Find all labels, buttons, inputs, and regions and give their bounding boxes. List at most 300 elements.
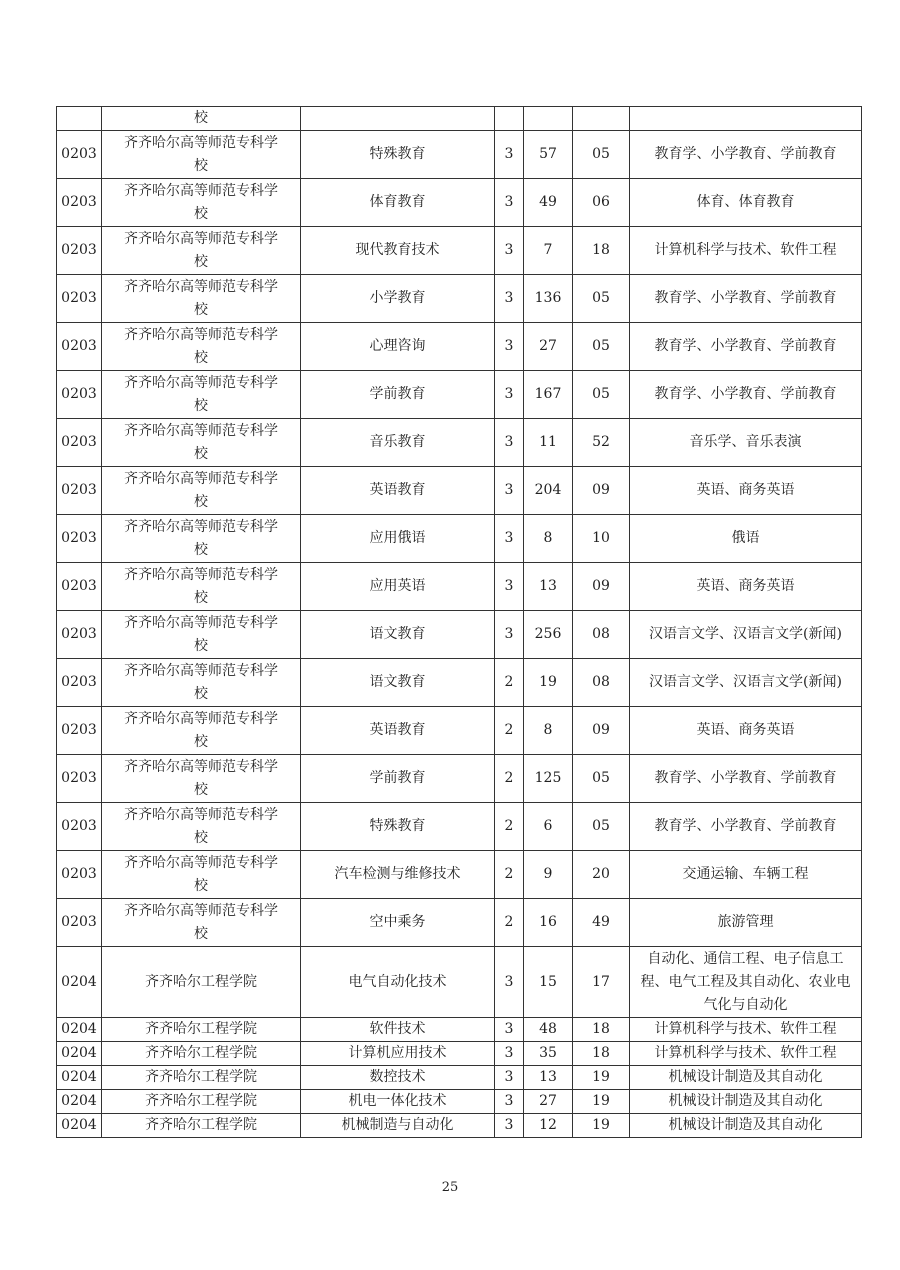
cell-category xyxy=(573,851,630,899)
cell-code-text: 0203 xyxy=(61,386,97,402)
cell-years xyxy=(495,947,524,1018)
cell-school xyxy=(102,1042,301,1066)
cell-years xyxy=(495,899,524,947)
cell-major-text: 电气自动化技术 xyxy=(348,973,447,990)
cell-school xyxy=(102,851,301,899)
cell-school-text: 齐齐哈尔高等师范专科学校 xyxy=(124,566,278,606)
cell-count-text: 15 xyxy=(539,973,557,990)
cell-code xyxy=(57,563,102,611)
cell-count-text: 204 xyxy=(534,482,562,498)
cell-count-text: 13 xyxy=(539,578,557,594)
cell-category xyxy=(573,323,630,371)
cell-school xyxy=(102,611,301,659)
cell-code xyxy=(57,179,102,227)
cell-major xyxy=(301,1042,495,1066)
cell-school-text: 齐齐哈尔高等师范专科学校 xyxy=(124,422,278,462)
cell-count xyxy=(524,947,573,1018)
cell-years xyxy=(495,275,524,323)
cell-count-text: 27 xyxy=(539,338,557,354)
cell-category-text: 08 xyxy=(592,626,610,642)
cell-school xyxy=(102,371,301,419)
cell-count xyxy=(524,899,573,947)
cell-years xyxy=(495,227,524,275)
cell-count-text: 125 xyxy=(534,770,562,786)
cell-category xyxy=(573,947,630,1018)
cell-major xyxy=(301,851,495,899)
cell-major-text: 语文教育 xyxy=(369,626,426,642)
cell-school-text: 齐齐哈尔工程学院 xyxy=(145,1045,257,1061)
table-row xyxy=(57,419,862,467)
cell-category xyxy=(573,371,630,419)
cell-school xyxy=(102,1090,301,1114)
cell-major xyxy=(301,275,495,323)
cell-code-text: 0203 xyxy=(61,338,97,354)
cell-major xyxy=(301,419,495,467)
cell-code xyxy=(57,107,102,131)
cell-spec xyxy=(630,707,862,755)
cell-code xyxy=(57,467,102,515)
cell-years-text: 2 xyxy=(504,866,514,882)
cell-count-text: 12 xyxy=(539,1117,557,1133)
cell-code xyxy=(57,1114,102,1138)
cell-school-text: 齐齐哈尔高等师范专科学校 xyxy=(124,134,278,174)
cell-major-text: 机械制造与自动化 xyxy=(341,1117,454,1133)
cell-spec-text: 教育学、小学教育、学前教育 xyxy=(654,290,837,306)
table-row xyxy=(57,755,862,803)
cell-school-text: 齐齐哈尔高等师范专科学校 xyxy=(124,662,278,702)
cell-school-text: 齐齐哈尔工程学院 xyxy=(145,1093,257,1109)
cell-code-text: 0203 xyxy=(61,194,97,210)
cell-spec xyxy=(630,419,862,467)
cell-count xyxy=(524,419,573,467)
table-row xyxy=(57,563,862,611)
cell-category xyxy=(573,899,630,947)
cell-code-text: 0203 xyxy=(61,674,97,690)
cell-spec-text: 音乐学、音乐表演 xyxy=(689,434,802,450)
cell-spec xyxy=(630,803,862,851)
cell-years xyxy=(495,107,524,131)
table-body xyxy=(57,107,862,1138)
cell-years xyxy=(495,1042,524,1066)
cell-count xyxy=(524,323,573,371)
cell-category-text: 09 xyxy=(592,578,610,594)
cell-major xyxy=(301,755,495,803)
table-row xyxy=(57,1018,862,1042)
cell-spec-text: 英语、商务英语 xyxy=(696,482,795,498)
cell-spec-text: 机械设计制造及其自动化 xyxy=(668,1117,823,1133)
table-row xyxy=(57,659,862,707)
cell-category-text: 05 xyxy=(592,338,610,354)
cell-code-text: 0204 xyxy=(61,1117,97,1133)
cell-category-text: 18 xyxy=(592,1021,610,1037)
cell-spec xyxy=(630,899,862,947)
cell-category xyxy=(573,275,630,323)
cell-major xyxy=(301,107,495,131)
cell-major-text: 学前教育 xyxy=(369,770,426,786)
cell-school-text: 齐齐哈尔高等师范专科学校 xyxy=(124,518,278,558)
cell-years xyxy=(495,1090,524,1114)
cell-major-text: 数控技术 xyxy=(369,1069,426,1085)
cell-major xyxy=(301,899,495,947)
table-row xyxy=(57,323,862,371)
cell-category xyxy=(573,131,630,179)
cell-major xyxy=(301,323,495,371)
cell-category xyxy=(573,419,630,467)
cell-count xyxy=(524,1090,573,1114)
cell-count-text: 167 xyxy=(534,386,562,402)
cell-spec xyxy=(630,1042,862,1066)
table-row xyxy=(57,467,862,515)
cell-school xyxy=(102,947,301,1018)
table-row xyxy=(57,1114,862,1138)
cell-count xyxy=(524,803,573,851)
cell-major xyxy=(301,563,495,611)
cell-count-text: 6 xyxy=(543,818,553,834)
cell-spec-text: 计算机科学与技术、软件工程 xyxy=(654,1021,837,1037)
cell-years-text: 3 xyxy=(504,290,514,306)
cell-spec-text: 自动化、通信工程、电子信息工程、电气工程及其自动化、农业电气化与自动化 xyxy=(640,950,851,1013)
cell-code-text: 0203 xyxy=(61,146,97,162)
cell-spec-text: 教育学、小学教育、学前教育 xyxy=(654,386,837,402)
cell-spec-text: 教育学、小学教育、学前教育 xyxy=(654,338,837,354)
cell-school xyxy=(102,755,301,803)
cell-school-text: 齐齐哈尔高等师范专科学校 xyxy=(124,374,278,414)
cell-category-text: 05 xyxy=(592,770,610,786)
cell-count xyxy=(524,611,573,659)
cell-major xyxy=(301,659,495,707)
cell-category-text: 06 xyxy=(592,194,610,210)
cell-school xyxy=(102,515,301,563)
cell-years-text: 2 xyxy=(504,770,514,786)
cell-count xyxy=(524,851,573,899)
cell-spec xyxy=(630,179,862,227)
cell-code-text: 0203 xyxy=(61,578,97,594)
cell-count-text: 19 xyxy=(539,674,557,690)
cell-count xyxy=(524,131,573,179)
cell-category xyxy=(573,1114,630,1138)
cell-spec xyxy=(630,755,862,803)
cell-school-text: 齐齐哈尔高等师范专科学校 xyxy=(124,278,278,318)
cell-code xyxy=(57,1042,102,1066)
cell-years xyxy=(495,659,524,707)
cell-school-text: 齐齐哈尔高等师范专科学校 xyxy=(124,230,278,270)
cell-code-text: 0203 xyxy=(61,530,97,546)
table-row xyxy=(57,515,862,563)
cell-years xyxy=(495,611,524,659)
table-row xyxy=(57,179,862,227)
cell-major xyxy=(301,371,495,419)
cell-category-text: 09 xyxy=(592,482,610,498)
cell-spec xyxy=(630,1018,862,1042)
table-row xyxy=(57,611,862,659)
cell-category xyxy=(573,179,630,227)
table-row xyxy=(57,707,862,755)
cell-major xyxy=(301,611,495,659)
cell-spec-text: 教育学、小学教育、学前教育 xyxy=(654,818,837,834)
cell-count-text: 35 xyxy=(539,1045,557,1061)
cell-count xyxy=(524,515,573,563)
cell-count-text: 27 xyxy=(539,1093,557,1109)
cell-years-text: 3 xyxy=(504,1117,514,1133)
cell-count-text: 7 xyxy=(543,242,553,258)
cell-code xyxy=(57,947,102,1018)
cell-category xyxy=(573,1066,630,1090)
cell-years-text: 3 xyxy=(504,482,514,498)
cell-years-text: 3 xyxy=(504,1069,514,1085)
school-fragment: 校 xyxy=(194,110,208,126)
cell-years xyxy=(495,707,524,755)
cell-count-text: 136 xyxy=(534,290,562,306)
cell-spec-text: 交通运输、车辆工程 xyxy=(682,866,809,882)
cell-major xyxy=(301,467,495,515)
cell-category-text: 52 xyxy=(592,434,610,450)
cell-code-text: 0203 xyxy=(61,866,97,882)
cell-category xyxy=(573,1018,630,1042)
cell-category xyxy=(573,467,630,515)
cell-code-text: 0204 xyxy=(61,1045,97,1061)
cell-code xyxy=(57,515,102,563)
cell-school-text: 齐齐哈尔高等师范专科学校 xyxy=(124,710,278,750)
cell-count xyxy=(524,275,573,323)
cell-major-text: 学前教育 xyxy=(369,386,426,402)
cell-spec xyxy=(630,1090,862,1114)
cell-school xyxy=(102,323,301,371)
cell-category xyxy=(573,755,630,803)
cell-years xyxy=(495,515,524,563)
cell-major-text: 音乐教育 xyxy=(369,434,426,450)
cell-category-text: 19 xyxy=(592,1117,610,1133)
cell-category xyxy=(573,1090,630,1114)
cell-code-text: 0204 xyxy=(61,1093,97,1109)
cell-school xyxy=(102,659,301,707)
cell-school-text: 齐齐哈尔高等师范专科学校 xyxy=(124,902,278,942)
cell-major-text: 应用英语 xyxy=(369,578,426,594)
table-row xyxy=(57,227,862,275)
cell-spec-text: 俄语 xyxy=(731,530,760,546)
cell-count-text: 57 xyxy=(539,146,557,162)
cell-code-text: 0203 xyxy=(61,770,97,786)
cell-school xyxy=(102,275,301,323)
cell-spec xyxy=(630,227,862,275)
cell-category xyxy=(573,563,630,611)
cell-code xyxy=(57,755,102,803)
cell-school-text: 齐齐哈尔高等师范专科学校 xyxy=(124,470,278,510)
cell-count xyxy=(524,179,573,227)
cell-years-text: 3 xyxy=(504,1093,514,1109)
cell-code xyxy=(57,371,102,419)
cell-years-text: 3 xyxy=(504,973,514,990)
cell-count xyxy=(524,755,573,803)
cell-spec-text: 教育学、小学教育、学前教育 xyxy=(654,146,837,162)
cell-category xyxy=(573,707,630,755)
cell-category-text: 05 xyxy=(592,290,610,306)
cell-spec xyxy=(630,1114,862,1138)
cell-code-text: 0203 xyxy=(61,722,97,738)
enrollment-table xyxy=(56,106,862,1138)
cell-spec-text: 机械设计制造及其自动化 xyxy=(668,1069,823,1085)
table-row xyxy=(57,803,862,851)
cell-major-text: 应用俄语 xyxy=(369,530,426,546)
cell-category-text: 05 xyxy=(592,386,610,402)
cell-category xyxy=(573,659,630,707)
cell-code xyxy=(57,899,102,947)
cell-school xyxy=(102,131,301,179)
cell-major xyxy=(301,1066,495,1090)
cell-category-text: 19 xyxy=(592,1093,610,1109)
cell-code-text: 0203 xyxy=(61,626,97,642)
cell-count-text: 16 xyxy=(539,914,557,930)
cell-count xyxy=(524,707,573,755)
cell-spec xyxy=(630,371,862,419)
cell-category xyxy=(573,515,630,563)
cell-years-text: 3 xyxy=(504,1021,514,1037)
cell-years-text: 3 xyxy=(504,242,514,258)
cell-school xyxy=(102,803,301,851)
cell-years xyxy=(495,131,524,179)
cell-school-text: 齐齐哈尔高等师范专科学校 xyxy=(124,614,278,654)
cell-school-text: 齐齐哈尔高等师范专科学校 xyxy=(124,758,278,798)
cell-school xyxy=(102,1018,301,1042)
cell-years xyxy=(495,467,524,515)
cell-code xyxy=(57,659,102,707)
cell-spec xyxy=(630,467,862,515)
cell-major-text: 语文教育 xyxy=(369,674,426,690)
cell-years-text: 3 xyxy=(504,386,514,402)
cell-count-text: 8 xyxy=(543,722,553,738)
cell-years xyxy=(495,803,524,851)
cell-years-text: 3 xyxy=(504,530,514,546)
cell-code-text: 0203 xyxy=(61,818,97,834)
cell-major-text: 特殊教育 xyxy=(369,146,426,162)
cell-years-text: 3 xyxy=(504,194,514,210)
cell-code xyxy=(57,275,102,323)
table-row xyxy=(57,371,862,419)
cell-spec-text: 汉语言文学、汉语言文学(新闻) xyxy=(649,626,842,642)
cell-code-text: 0204 xyxy=(61,973,97,990)
cell-major xyxy=(301,227,495,275)
cell-school-text: 齐齐哈尔高等师范专科学校 xyxy=(124,326,278,366)
cell-code-text: 0203 xyxy=(61,914,97,930)
cell-years xyxy=(495,323,524,371)
cell-category-text: 18 xyxy=(592,1045,610,1061)
cell-school xyxy=(102,227,301,275)
cell-school xyxy=(102,107,301,131)
cell-code xyxy=(57,1018,102,1042)
cell-years-text: 3 xyxy=(504,626,514,642)
cell-years-text: 3 xyxy=(504,578,514,594)
cell-code-text: 0203 xyxy=(61,434,97,450)
cell-major-text: 汽车检测与维修技术 xyxy=(334,866,461,882)
cell-major-text: 计算机应用技术 xyxy=(348,1045,447,1061)
page-number: 25 xyxy=(441,1180,459,1195)
cell-years xyxy=(495,1018,524,1042)
cell-school-text: 齐齐哈尔工程学院 xyxy=(145,1069,257,1085)
cell-category xyxy=(573,107,630,131)
cell-years xyxy=(495,563,524,611)
cell-code xyxy=(57,803,102,851)
cell-major xyxy=(301,515,495,563)
cell-code xyxy=(57,851,102,899)
cell-years-text: 3 xyxy=(504,338,514,354)
cell-major xyxy=(301,803,495,851)
cell-spec xyxy=(630,323,862,371)
cell-spec xyxy=(630,851,862,899)
cell-school xyxy=(102,899,301,947)
cell-school xyxy=(102,179,301,227)
cell-code-text: 0204 xyxy=(61,1069,97,1085)
cell-years xyxy=(495,755,524,803)
cell-years-text: 2 xyxy=(504,722,514,738)
cell-years xyxy=(495,1114,524,1138)
cell-code xyxy=(57,611,102,659)
cell-category-text: 08 xyxy=(592,674,610,690)
cell-category-text: 05 xyxy=(592,818,610,834)
table-row xyxy=(57,899,862,947)
cell-major xyxy=(301,131,495,179)
cell-years xyxy=(495,851,524,899)
cell-code xyxy=(57,227,102,275)
cell-code-text: 0204 xyxy=(61,1021,97,1037)
cell-code xyxy=(57,1090,102,1114)
cell-category-text: 05 xyxy=(592,146,610,162)
cell-major-text: 空中乘务 xyxy=(369,914,426,930)
cell-spec xyxy=(630,947,862,1018)
cell-years-text: 2 xyxy=(504,818,514,834)
cell-category-text: 17 xyxy=(592,973,610,990)
cell-code-text: 0203 xyxy=(61,242,97,258)
cell-spec xyxy=(630,107,862,131)
cell-major-text: 心理咨询 xyxy=(369,338,426,354)
table-row xyxy=(57,947,862,1018)
cell-count-text: 256 xyxy=(534,626,562,642)
table-row xyxy=(57,1042,862,1066)
cell-school xyxy=(102,1066,301,1090)
cell-count-text: 9 xyxy=(543,866,553,882)
cell-count-text: 11 xyxy=(539,434,557,450)
cell-count xyxy=(524,1042,573,1066)
table-row xyxy=(57,851,862,899)
table-row xyxy=(57,275,862,323)
cell-major xyxy=(301,1018,495,1042)
cell-spec xyxy=(630,131,862,179)
cell-major-text: 软件技术 xyxy=(369,1021,426,1037)
cell-school-text: 齐齐哈尔工程学院 xyxy=(145,973,257,990)
cell-category-text: 18 xyxy=(592,242,610,258)
cell-count xyxy=(524,659,573,707)
cell-spec-text: 机械设计制造及其自动化 xyxy=(668,1093,823,1109)
cell-major xyxy=(301,1114,495,1138)
cell-code-text: 0203 xyxy=(61,482,97,498)
cell-years xyxy=(495,371,524,419)
cell-school-text: 齐齐哈尔工程学院 xyxy=(145,1021,257,1037)
cell-major xyxy=(301,179,495,227)
cell-category-text: 20 xyxy=(592,866,610,882)
cell-category xyxy=(573,227,630,275)
cell-years-text: 3 xyxy=(504,434,514,450)
cell-code-text: 0203 xyxy=(61,290,97,306)
cell-spec-text: 英语、商务英语 xyxy=(696,722,795,738)
cell-code xyxy=(57,131,102,179)
cell-code xyxy=(57,1066,102,1090)
cell-school-text: 齐齐哈尔高等师范专科学校 xyxy=(124,182,278,222)
cell-category-text: 19 xyxy=(592,1069,610,1085)
cell-years xyxy=(495,419,524,467)
cell-school-text: 齐齐哈尔工程学院 xyxy=(145,1117,257,1133)
cell-count xyxy=(524,1066,573,1090)
cell-major xyxy=(301,707,495,755)
cell-category xyxy=(573,1042,630,1066)
cell-major-text: 体育教育 xyxy=(369,194,426,210)
